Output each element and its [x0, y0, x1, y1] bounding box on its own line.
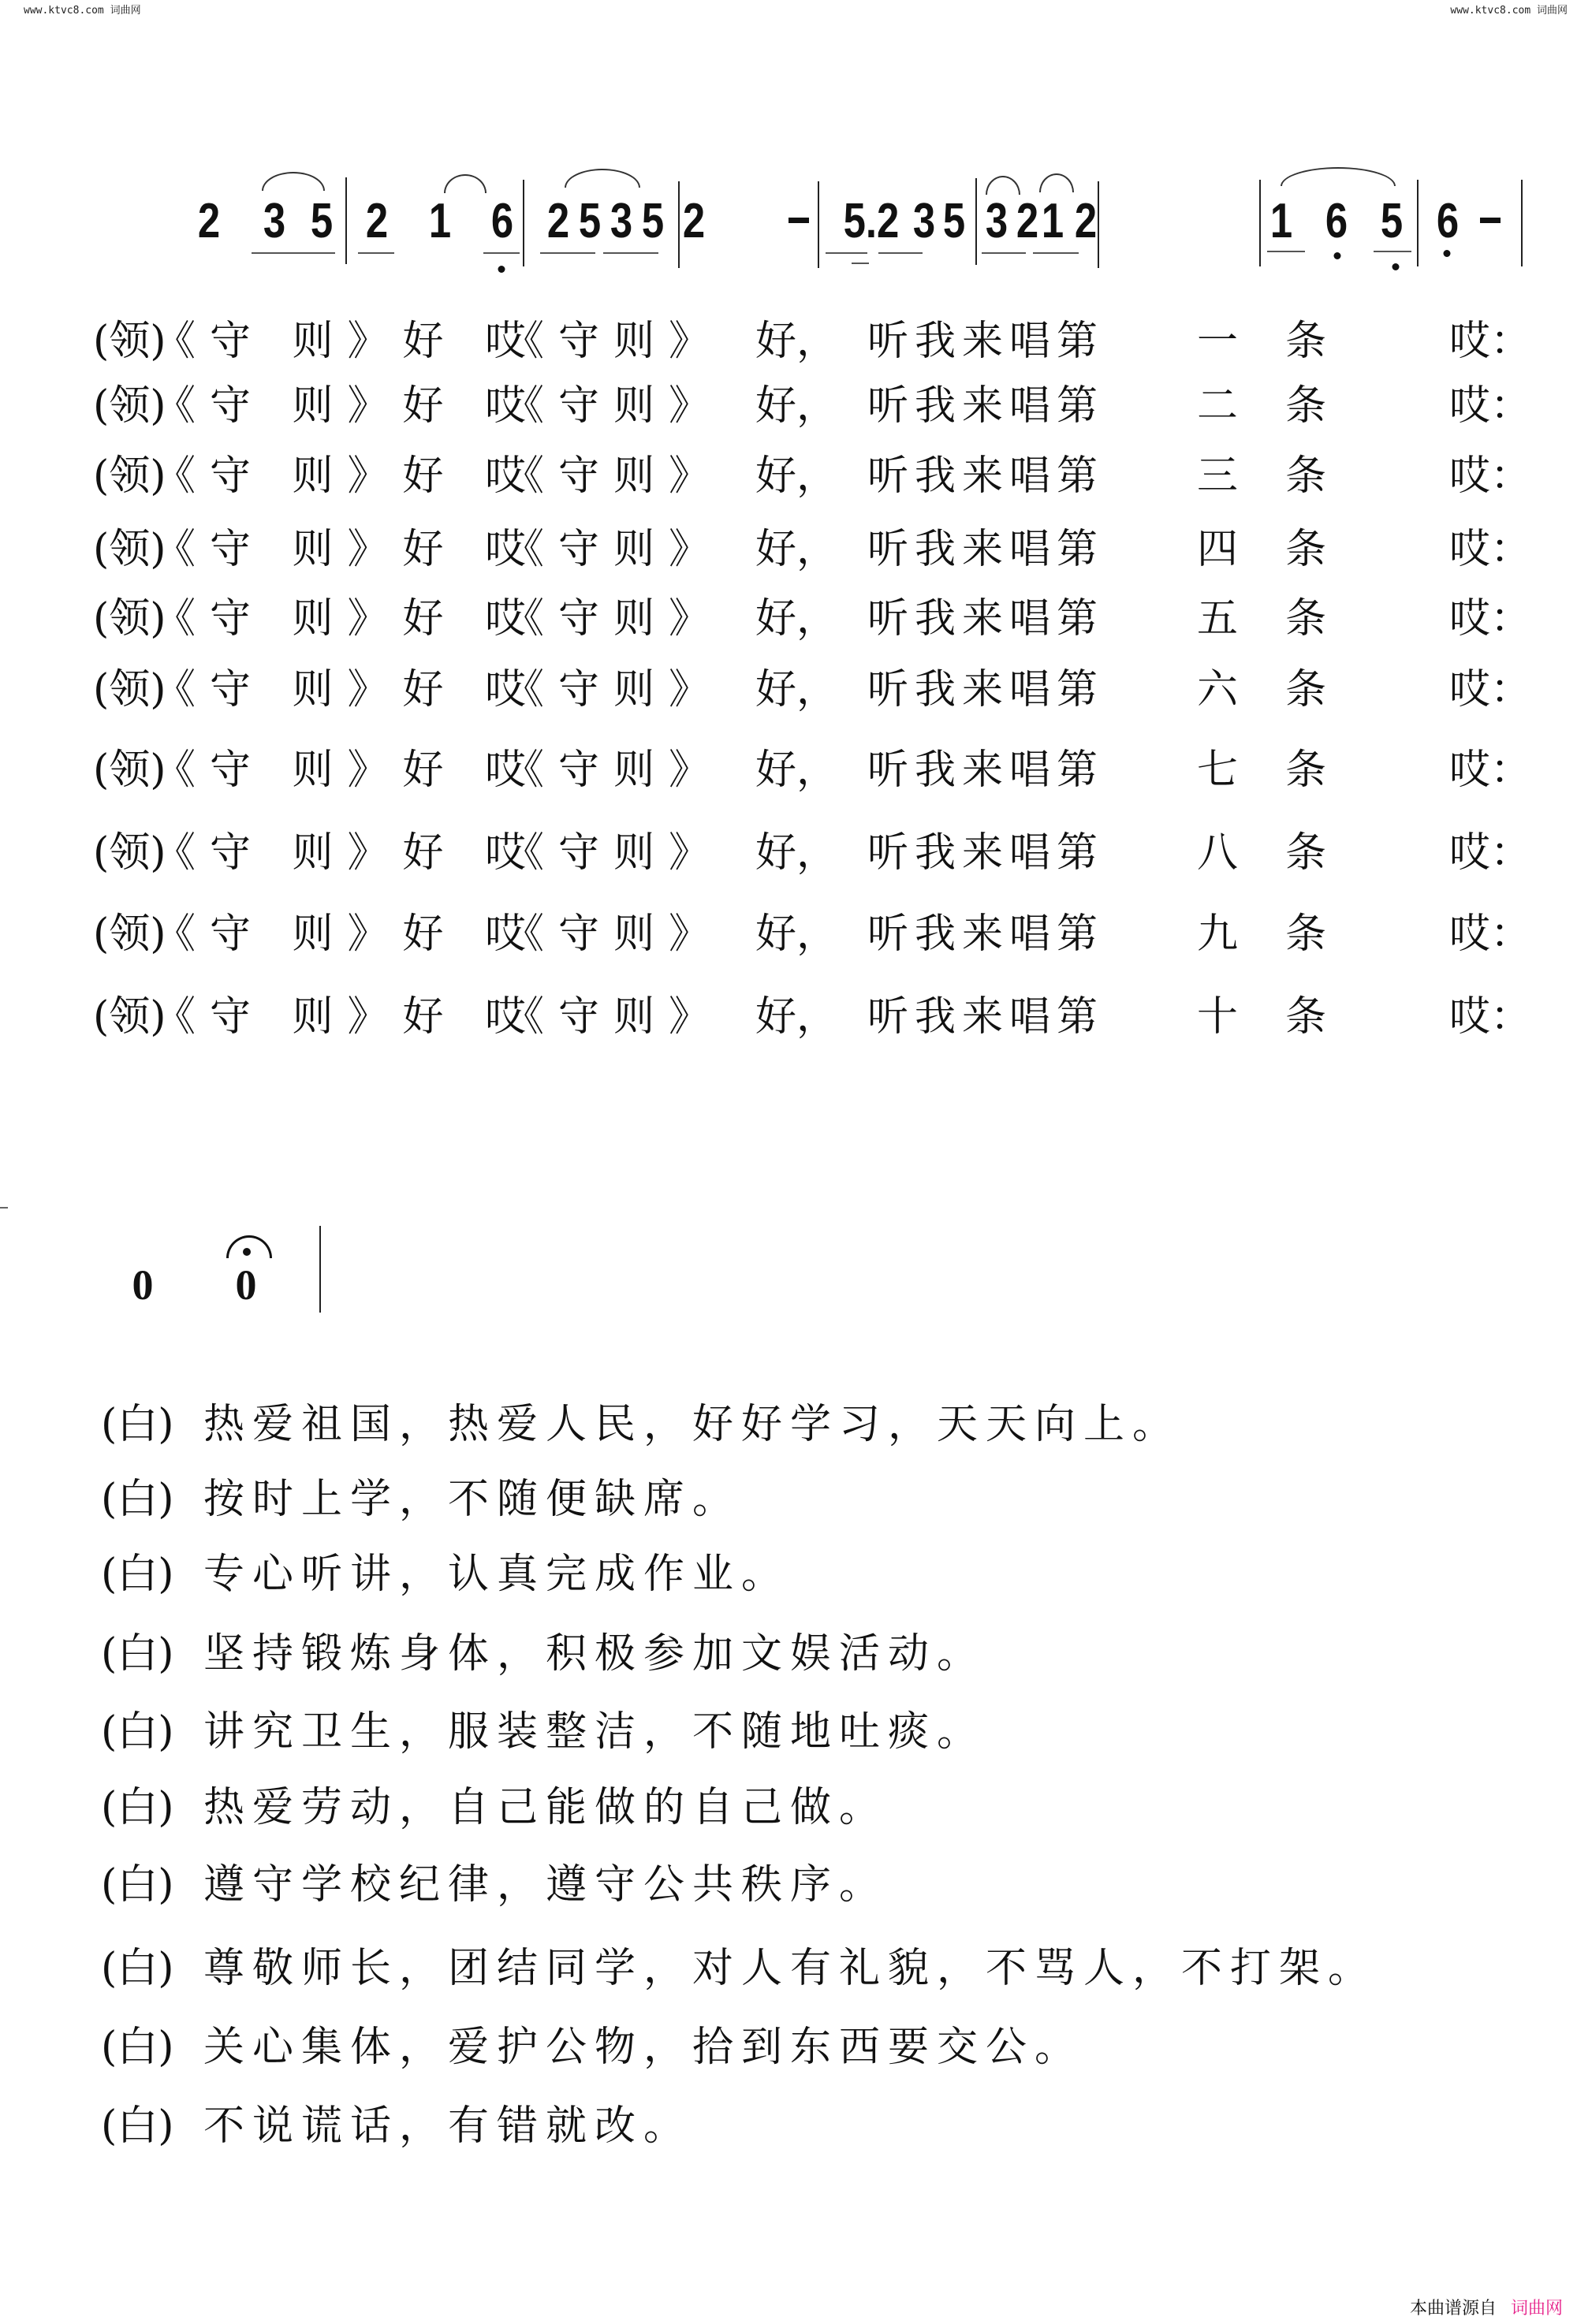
rest-note: 0: [132, 1261, 154, 1309]
verse-text-a: 《守 则》好 哎: [155, 318, 541, 365]
dash: [1480, 218, 1501, 223]
verse-tiao: 条: [1285, 666, 1327, 713]
note: 3: [985, 194, 1008, 248]
lead-label: (领): [93, 382, 166, 430]
verse-text-d: 听我来唱第: [867, 666, 1105, 713]
verse-text-a: 《守 则》好 哎: [155, 911, 541, 958]
verse-tiao: 条: [1285, 526, 1327, 573]
underline: [540, 252, 595, 254]
bar-line: [1521, 180, 1523, 266]
verse-text-c: 好，: [755, 595, 838, 642]
lead-label: (领): [93, 526, 166, 573]
slur: [444, 174, 487, 193]
verse-number: 一: [1197, 318, 1239, 365]
spoken-text: 关心集体，爱护公物，拾到东西要交公。: [203, 2024, 1084, 2071]
spoken-text: 专心听讲，认真完成作业。: [203, 1551, 791, 1598]
verse-text-c: 好，: [755, 993, 838, 1041]
lead-label: (领): [93, 993, 166, 1041]
slur: [262, 172, 325, 191]
verse-text-b: 《守则》: [503, 911, 725, 958]
verse-text-c: 好，: [755, 666, 838, 713]
verse-text-b: 《守则》: [503, 526, 725, 573]
bar-line: [678, 181, 680, 268]
verse-ai: 哎：: [1449, 595, 1532, 642]
verse-text-d: 听我来唱第: [867, 993, 1105, 1041]
fermata-dot: [243, 1248, 251, 1256]
verse-text-d: 听我来唱第: [867, 911, 1105, 958]
verse-ai: 哎：: [1449, 453, 1532, 500]
spoken-text: 遵守学校纪律，遵守公共秩序。: [203, 1861, 889, 1909]
note: 6: [1325, 194, 1348, 248]
spoken-line: [101, 1941, 1377, 1996]
verse-tiao: 条: [1285, 318, 1327, 365]
note: 6: [1436, 194, 1460, 248]
underline: [483, 252, 520, 254]
lead-label: (领): [93, 666, 166, 713]
underline: [826, 252, 867, 254]
verse-ai: 哎：: [1449, 993, 1532, 1041]
spoken-tag: (白): [101, 2024, 174, 2071]
verse-number: 四: [1197, 526, 1239, 573]
lead-label: (领): [93, 747, 166, 794]
note: 1: [428, 194, 452, 248]
note: 2: [1016, 194, 1039, 248]
verse-text-a: 《守 则》好 哎: [155, 453, 541, 500]
bar-line: [345, 177, 347, 264]
low-octave-dot: [1444, 250, 1451, 257]
verse-text-a: 《守 则》好 哎: [155, 595, 541, 642]
note: 6: [490, 194, 514, 248]
spoken-text: 坚持锻炼身体，积极参加文娱活动。: [203, 1630, 986, 1678]
verse-ai: 哎：: [1449, 382, 1532, 430]
note: 5: [641, 194, 665, 248]
spoken-text: 讲究卫生，服装整洁，不随地吐痰。: [203, 1708, 986, 1756]
verse-tiao: 条: [1285, 829, 1327, 877]
slur: [565, 169, 640, 188]
spoken-line: [101, 2099, 692, 2154]
spoken-line: [101, 2020, 1083, 2075]
note: 2: [365, 194, 389, 248]
verse-text-a: 《守 则》好 哎: [155, 666, 541, 713]
verse-ai: 哎：: [1449, 526, 1532, 573]
rest-note-fermata: 0: [235, 1261, 257, 1309]
underline: [982, 252, 1026, 254]
underline: [878, 252, 923, 254]
source-credit: [1410, 2295, 1563, 2319]
note: 5: [310, 194, 334, 248]
low-octave-dot: [1334, 252, 1341, 259]
verse-tiao: 条: [1285, 993, 1327, 1041]
lead-label: (领): [93, 595, 166, 642]
bar-line: [975, 178, 977, 265]
slur: [986, 176, 1020, 195]
underline: [603, 252, 658, 254]
verse-number: 二: [1197, 382, 1239, 430]
slur: [1281, 167, 1396, 186]
spoken-line: [101, 1547, 790, 1602]
watermark-top-right: www.ktvc8.com 词曲网: [1450, 5, 1568, 17]
verse-text-b: 《守则》: [503, 993, 725, 1041]
spoken-tag: (白): [101, 1784, 174, 1831]
verse-text-d: 听我来唱第: [867, 318, 1105, 365]
verse-text-d: 听我来唱第: [867, 829, 1105, 877]
verse-text-b: 《守则》: [503, 829, 725, 877]
spoken-tag: (白): [101, 2102, 174, 2150]
note: 2: [1074, 194, 1098, 248]
verse-text-d: 听我来唱第: [867, 747, 1105, 794]
spoken-tag: (白): [101, 1551, 174, 1598]
lead-label: (领): [93, 318, 166, 365]
verse-text-b: 《守则》: [503, 595, 725, 642]
lead-label: (领): [93, 911, 166, 958]
source-label: 本曲谱源自: [1409, 2299, 1497, 2318]
verse-tiao: 条: [1285, 595, 1327, 642]
verse-number: 八: [1197, 829, 1239, 877]
bar-line: [1417, 180, 1419, 266]
bar-line: [1259, 180, 1261, 266]
slur: [1039, 173, 1074, 192]
verse-number: 六: [1197, 666, 1239, 713]
verse-ai: 哎：: [1449, 829, 1532, 877]
note: 3: [610, 194, 633, 248]
verse-ai: 哎：: [1449, 666, 1532, 713]
spoken-tag: (白): [101, 1476, 174, 1523]
underline: [252, 252, 335, 254]
note: 2: [546, 194, 570, 248]
verse-text-c: 好，: [755, 829, 838, 877]
verse-text-c: 好，: [755, 382, 838, 430]
watermark-top-left: www.ktvc8.com 词曲网: [24, 5, 141, 17]
verse-text-b: 《守则》: [503, 453, 725, 500]
spoken-tag: (白): [101, 1945, 174, 1992]
verse-text-b: 《守则》: [503, 666, 725, 713]
note: 5: [942, 194, 966, 248]
note: 1: [1041, 194, 1064, 248]
note: 5.2: [843, 194, 900, 248]
spoken-line: [101, 1704, 986, 1760]
verse-number: 七: [1197, 747, 1239, 794]
margin-tick: [0, 1207, 8, 1209]
note: 5: [578, 194, 602, 248]
spoken-tag: (白): [101, 1708, 174, 1756]
verse-text-a: 《守 则》好 哎: [155, 829, 541, 877]
verse-tiao: 条: [1285, 911, 1327, 958]
note: 3: [912, 194, 936, 248]
verse-text-b: 《守则》: [503, 747, 725, 794]
verse-text-a: 《守 则》好 哎: [155, 993, 541, 1041]
bar-line: [1098, 181, 1099, 268]
verse-text-c: 好，: [755, 318, 838, 365]
verse-text-d: 听我来唱第: [867, 453, 1105, 500]
note: 2: [197, 194, 221, 248]
double-underline: [852, 263, 869, 264]
verse-text-b: 《守则》: [503, 382, 725, 430]
verse-text-d: 听我来唱第: [867, 526, 1105, 573]
underline: [1267, 251, 1305, 252]
verse-tiao: 条: [1285, 382, 1327, 430]
verse-text-c: 好，: [755, 747, 838, 794]
bar-line: [818, 181, 819, 268]
spoken-line: [101, 1397, 1181, 1452]
brand-link[interactable]: 词曲网: [1510, 2299, 1563, 2318]
underline: [1033, 252, 1079, 254]
verse-number: 三: [1197, 453, 1239, 500]
verse-ai: 哎：: [1449, 747, 1532, 794]
verse-text-a: 《守 则》好 哎: [155, 526, 541, 573]
spoken-line: [101, 1780, 888, 1835]
verse-tiao: 条: [1285, 453, 1327, 500]
verse-ai: 哎：: [1449, 318, 1532, 365]
verse-text-c: 好，: [755, 911, 838, 958]
note: 1: [1269, 194, 1293, 248]
verse-text-b: 《守则》: [503, 318, 725, 365]
verse-ai: 哎：: [1449, 911, 1532, 958]
spoken-line: [101, 1857, 888, 1912]
low-octave-dot: [498, 266, 505, 273]
verse-text-d: 听我来唱第: [867, 382, 1105, 430]
verse-number: 十: [1197, 993, 1239, 1041]
spoken-line: [101, 1472, 741, 1527]
underline: [358, 252, 394, 254]
spoken-text: 按时上学，不随便缺席。: [203, 1476, 742, 1523]
verse-number: 五: [1197, 595, 1239, 642]
note: 2: [682, 194, 706, 248]
lead-label: (领): [93, 829, 166, 877]
verse-text-a: 《守 则》好 哎: [155, 382, 541, 430]
verse-text-c: 好，: [755, 453, 838, 500]
spoken-text: 热爱祖国，热爱人民，好好学习，天天向上。: [203, 1401, 1182, 1448]
note: 5: [1380, 194, 1404, 248]
verse-text-a: 《守 则》好 哎: [155, 747, 541, 794]
spoken-text: 不说谎话，有错就改。: [203, 2102, 693, 2150]
bar-line: [319, 1226, 321, 1313]
spoken-text: 尊敬师长，团结同学，对人有礼貌，不骂人，不打架。: [203, 1945, 1378, 1992]
spoken-text: 热爱劳动，自己能做的自己做。: [203, 1784, 889, 1831]
spoken-tag: (白): [101, 1401, 174, 1448]
spoken-tag: (白): [101, 1861, 174, 1909]
low-octave-dot: [1392, 263, 1400, 270]
lead-label: (领): [93, 453, 166, 500]
verse-tiao: 条: [1285, 747, 1327, 794]
notation-staff: [0, 0, 1577, 331]
underline: [1374, 251, 1411, 252]
verse-number: 九: [1197, 911, 1239, 958]
spoken-tag: (白): [101, 1630, 174, 1678]
verse-text-c: 好，: [755, 526, 838, 573]
note: 3: [263, 194, 286, 248]
spoken-line: [101, 1626, 986, 1682]
dash: [788, 218, 809, 223]
verse-text-d: 听我来唱第: [867, 595, 1105, 642]
bar-line: [523, 180, 524, 266]
